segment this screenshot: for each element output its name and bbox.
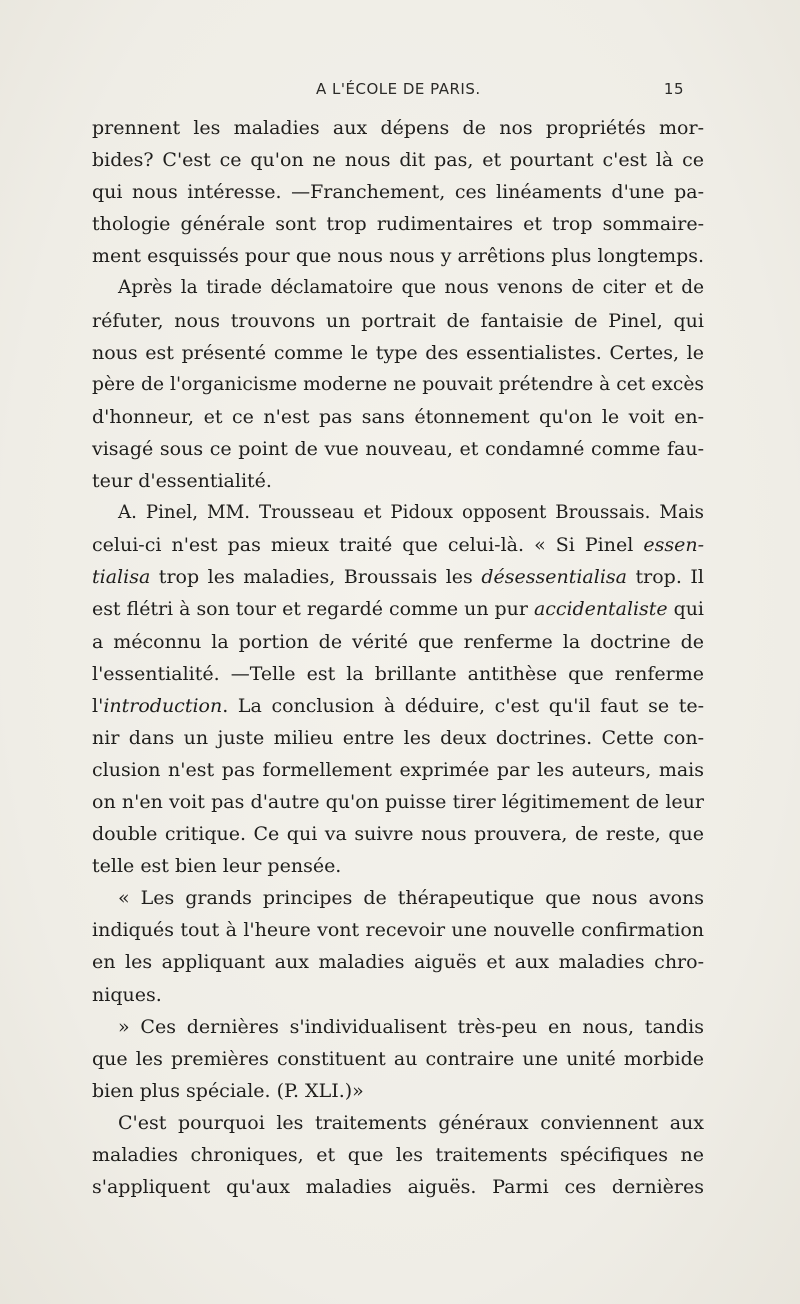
italic-run: accidentaliste: [533, 598, 668, 621]
text-line: que les premières constituent au contraire une unité morbide: [92, 1047, 704, 1070]
text-line: C'est pourquoi les traitements généraux conviennent aux: [118, 1111, 704, 1134]
text-line: père de l'organicisme moderne ne pouvait prétendre à cet excès: [92, 373, 704, 395]
text-line: [92, 690, 704, 722]
text-run: trop. Il: [626, 566, 704, 589]
text-line: visagé sous ce point de vue nouveau, et condamné comme fau-: [92, 437, 704, 460]
text-line: prennent les maladies aux dépens de nos propriétés mor-: [92, 117, 704, 139]
text-line: clusion n'est pas formellement exprimée par les auteurs, mais: [92, 758, 704, 781]
text-line: bides? C'est ce qu'on ne nous dit pas, et pourtant c'est là ce: [92, 149, 704, 172]
text-line: réfuter, nous trouvons un portrait de fantaisie de Pinel, qui: [92, 309, 704, 332]
body-text: [92, 112, 704, 1203]
text-run: qui: [667, 598, 704, 621]
text-line: on n'en voit pas d'autre qu'on puisse tirer légitimement de leur: [92, 790, 704, 813]
italic-run: tialisa: [92, 566, 151, 589]
page-number: 15: [663, 80, 684, 98]
text-line: s'appliquent qu'aux maladies aiguës. Parmi ces dernières: [92, 1176, 704, 1199]
text-line: teur d'essentialité.: [92, 470, 272, 493]
italic-run: introduction: [103, 694, 223, 717]
italic-run: désessentialisa: [481, 566, 627, 589]
text-line: A. Pinel, MM. Trousseau et Pidoux opposent Broussais. Mais: [118, 502, 704, 524]
text-line: a méconnu la portion de vérité que renferme la doctrine de: [92, 630, 704, 653]
text-line: d'honneur, et ce n'est pas sans étonnement qu'on le voit en-: [92, 405, 704, 428]
text-line: nous est présenté comme le type des essentialistes. Certes, le: [92, 341, 704, 364]
text-line: nir dans un juste milieu entre les deux doctrines. Cette con-: [92, 726, 704, 749]
text-line: [92, 529, 704, 561]
text-line: Après la tirade déclamatoire que nous venons de citer et de: [118, 277, 704, 299]
text-run: est flétri à son tour et regardé comme un pur: [92, 598, 534, 621]
text-line: » Ces dernières s'individualisent très-peu en nous, tandis: [118, 1015, 704, 1038]
text-line: indiqués tout à l'heure vont recevoir une nouvelle confirmation: [92, 919, 704, 942]
text-line: l'essentialité. —Telle est la brillante antithèse que renferme: [92, 662, 704, 685]
text-line: qui nous intéresse. —Franchement, ces linéaments d'une pa-: [92, 181, 704, 204]
text-line: telle est bien leur pensée.: [92, 855, 342, 878]
text-run: celui-ci n'est pas mieux traité que celui-là. « Si Pinel: [92, 534, 644, 557]
text-run: trop les maladies, Broussais les: [150, 566, 482, 589]
text-run: l': [92, 694, 104, 717]
text-line: thologie générale sont trop rudimentaires et trop sommaire-: [92, 213, 704, 236]
text-line: [92, 561, 704, 593]
text-line: bien plus spéciale. (P. XLI.)»: [92, 1079, 364, 1102]
text-run: . La conclusion à déduire, c'est qu'il faut se te-: [222, 694, 704, 717]
text-line: double critique. Ce qui va suivre nous prouvera, de reste, que: [92, 823, 704, 846]
text-line: ment esquissés pour que nous nous y arrêtions plus longtemps.: [92, 245, 704, 268]
running-header: [92, 76, 684, 102]
italic-run: essen-: [643, 534, 704, 557]
running-title: A L'ÉCOLE DE PARIS.: [316, 80, 481, 98]
text-line: niques.: [92, 983, 162, 1006]
text-line: « Les grands principes de thérapeutique que nous avons: [118, 887, 704, 910]
text-line: en les appliquant aux maladies aiguës et aux maladies chro-: [92, 951, 704, 974]
text-line: maladies chroniques, et que les traitements spécifiques ne: [92, 1144, 704, 1166]
text-line: [92, 593, 704, 625]
